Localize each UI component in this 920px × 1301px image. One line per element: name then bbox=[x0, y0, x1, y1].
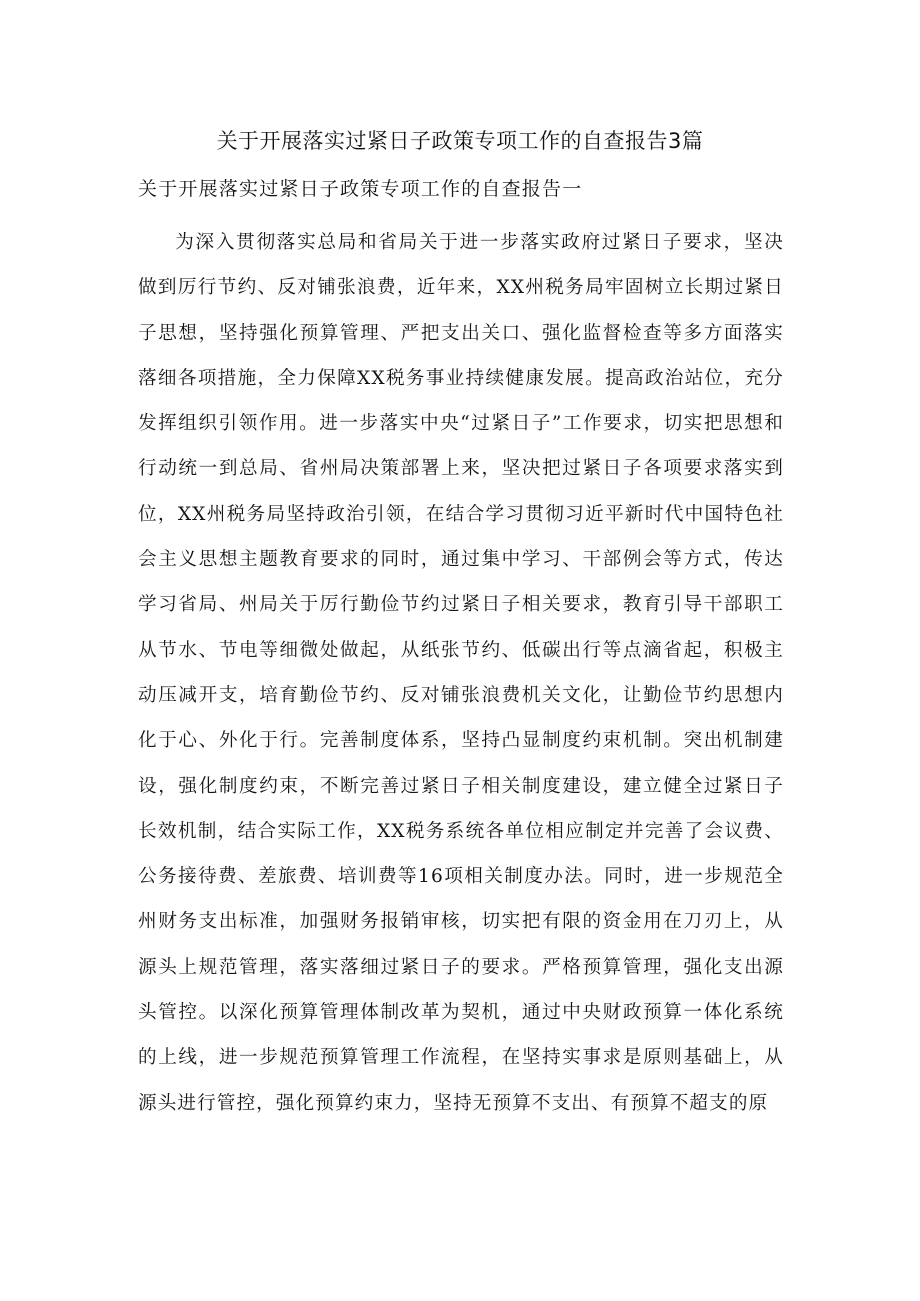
body-paragraph: 为深入贯彻落实总局和省局关于进一步落实政府过紧日子要求，坚决做到厉行节约、反对铺张浪费，近年来，XX州税务局牢固树立长期过紧日子思想，坚持强化预算管理、严把支出关口、强化监督检查等多方面落实落细各项措施，全力保障XX税务事业持续健康发展。提高政治站位，充分发挥组织引领作用。进一步落实中央“过紧日子”工作要求，切实把思想和行动统一到总局、省州局决策部署上来，坚决把过紧日子各项要求落实到位，XX州税务局坚持政治引领，在结合学习贯彻习近平新时代中国特色社会主义思想主题教育要求的同时，通过集中学习、干部例会等方式，传达学习省局、州局关于厉行勤俭节约过紧日子相关要求，教育引导干部职工从节水、节电等细微处做起，从纸张节约、低碳出行等点滴省起，积极主动压减开支，培育勤俭节约、反对铺张浪费机关文化，让勤俭节约思想内化于心、外化于行。完善制度体系，坚持凸显制度约束机制。突出机制建设，强化制度约束，不断完善过紧日子相关制度建设，建立健全过紧日子长效机制，结合实际工作，XX税务系统各单位相应制定并完善了会议费、公务接待费、差旅费、培训费等16项相关制度办法。同时，进一步规范全州财务支出标准，加强财务报销审核，切实把有限的资金用在刀刃上，从源头上规范管理，落实落细过紧日子的要求。严格预算管理，强化支出源头管控。以深化预算管理体制改革为契机，通过中央财政预算一体化系统的上线，进一步规范预算管理工作流程，在坚持实事求是原则基础上，从源头进行管控，强化预算约束力，坚持无预算不支出、有预算不超支的原 bbox=[138, 232, 784, 1114]
document-title: 关于开展落实过紧日子政策专项工作的自查报告3篇 bbox=[216, 129, 704, 153]
section-heading: 关于开展落实过紧日子政策专项工作的自查报告一 bbox=[138, 178, 583, 200]
